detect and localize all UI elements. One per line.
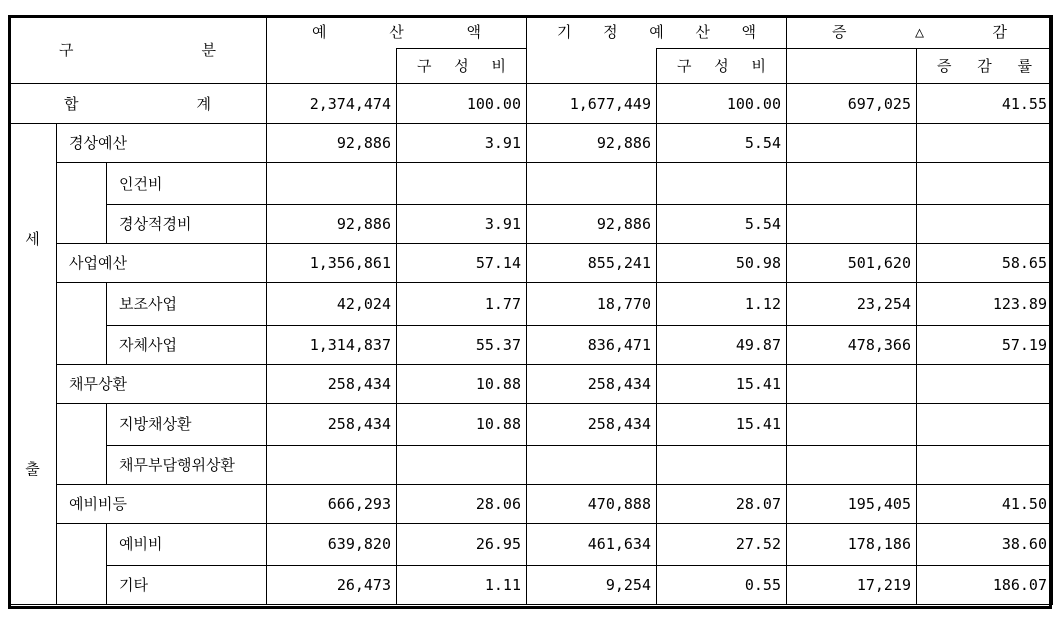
header-change-rate: 증 감 률 [917, 49, 1053, 84]
side-label: 세 출 [9, 124, 57, 605]
indent-spacer [57, 283, 107, 364]
table-row [9, 205, 1053, 244]
cell-rate: 38.60 [917, 523, 1053, 565]
cell-prev: 258,434 [527, 364, 657, 403]
table-row [9, 566, 1053, 605]
header-budget-blank [267, 49, 397, 84]
cell-prev: 461,634 [527, 523, 657, 565]
cell-budget: 639,820 [267, 523, 397, 565]
row-label: 자체사업 [107, 325, 267, 364]
cell-prev-pct: 5.54 [657, 124, 787, 163]
cell-budget-pct: 26.95 [397, 523, 527, 565]
cell-budget [267, 163, 397, 205]
table-row [9, 124, 1053, 163]
cell-prev-pct: 0.55 [657, 566, 787, 605]
cell-change: 195,405 [787, 484, 917, 523]
cell-rate: 57.19 [917, 325, 1053, 364]
cell-prev: 258,434 [527, 403, 657, 445]
cell-prev-pct: 28.07 [657, 484, 787, 523]
row-label: 기타 [107, 566, 267, 605]
row-label: 사업예산 [57, 244, 267, 283]
total-rate: 41.55 [917, 84, 1053, 124]
table-row [9, 445, 1053, 484]
cell-prev-pct: 49.87 [657, 325, 787, 364]
header-change: 증 △ 감 [787, 16, 1053, 49]
table-row [9, 163, 1053, 205]
cell-budget: 258,434 [267, 364, 397, 403]
cell-budget-pct: 3.91 [397, 124, 527, 163]
row-label: 경상예산 [57, 124, 267, 163]
table-row [9, 244, 1053, 283]
cell-change [787, 205, 917, 244]
indent-spacer [57, 523, 107, 604]
cell-change: 501,620 [787, 244, 917, 283]
cell-change [787, 163, 917, 205]
table-row [9, 364, 1053, 403]
cell-budget-pct: 10.88 [397, 403, 527, 445]
row-label: 예비비등 [57, 484, 267, 523]
total-label: 합 계 [9, 84, 267, 124]
cell-budget: 1,314,837 [267, 325, 397, 364]
cell-change: 478,366 [787, 325, 917, 364]
cell-prev: 836,471 [527, 325, 657, 364]
cell-budget-pct: 57.14 [397, 244, 527, 283]
indent-spacer [57, 403, 107, 484]
cell-rate [917, 163, 1053, 205]
cell-budget-pct [397, 163, 527, 205]
cell-prev-pct: 15.41 [657, 364, 787, 403]
cell-prev: 92,886 [527, 124, 657, 163]
cell-change: 23,254 [787, 283, 917, 325]
cell-prev-pct: 50.98 [657, 244, 787, 283]
row-label: 지방채상환 [107, 403, 267, 445]
header-prev-blank [527, 49, 657, 84]
row-label: 보조사업 [107, 283, 267, 325]
header-budget: 예 산 액 [267, 16, 527, 49]
cell-change: 178,186 [787, 523, 917, 565]
cell-prev-pct: 27.52 [657, 523, 787, 565]
cell-budget-pct: 1.11 [397, 566, 527, 605]
cell-prev: 9,254 [527, 566, 657, 605]
cell-budget-pct: 10.88 [397, 364, 527, 403]
cell-budget-pct: 55.37 [397, 325, 527, 364]
cell-budget: 92,886 [267, 205, 397, 244]
table-row [9, 484, 1053, 523]
total-prev-pct: 100.00 [657, 84, 787, 124]
total-change: 697,025 [787, 84, 917, 124]
cell-prev: 18,770 [527, 283, 657, 325]
cell-budget: 666,293 [267, 484, 397, 523]
budget-table [8, 15, 1053, 605]
cell-prev-pct: 1.12 [657, 283, 787, 325]
cell-rate: 186.07 [917, 566, 1053, 605]
cell-prev-pct: 15.41 [657, 403, 787, 445]
header-prev-composition: 구 성 비 [657, 49, 787, 84]
total-budget: 2,374,474 [267, 84, 397, 124]
cell-prev-pct: 5.54 [657, 205, 787, 244]
row-label: 예비비 [107, 523, 267, 565]
cell-prev [527, 445, 657, 484]
header-category: 구 분 [9, 16, 267, 84]
cell-budget [267, 445, 397, 484]
table-row [9, 403, 1053, 445]
cell-rate [917, 364, 1053, 403]
cell-rate [917, 403, 1053, 445]
cell-budget: 26,473 [267, 566, 397, 605]
cell-change [787, 364, 917, 403]
cell-change [787, 445, 917, 484]
row-label: 경상적경비 [107, 205, 267, 244]
cell-budget: 258,434 [267, 403, 397, 445]
cell-prev: 855,241 [527, 244, 657, 283]
cell-rate: 123.89 [917, 283, 1053, 325]
cell-rate [917, 205, 1053, 244]
cell-prev [527, 163, 657, 205]
cell-budget-pct [397, 445, 527, 484]
total-prev: 1,677,449 [527, 84, 657, 124]
row-label: 채무상환 [57, 364, 267, 403]
cell-budget-pct: 1.77 [397, 283, 527, 325]
cell-budget: 1,356,861 [267, 244, 397, 283]
header-change-blank [787, 49, 917, 84]
cell-rate [917, 445, 1053, 484]
cell-rate [917, 124, 1053, 163]
cell-prev-pct [657, 163, 787, 205]
header-prev-budget: 기 정 예 산 액 [527, 16, 787, 49]
cell-rate: 41.50 [917, 484, 1053, 523]
cell-change: 17,219 [787, 566, 917, 605]
table-row [9, 523, 1053, 565]
header-budget-composition: 구 성 비 [397, 49, 527, 84]
cell-prev-pct [657, 445, 787, 484]
cell-budget-pct: 28.06 [397, 484, 527, 523]
cell-prev: 92,886 [527, 205, 657, 244]
table-row [9, 283, 1053, 325]
table-row [9, 325, 1053, 364]
cell-rate: 58.65 [917, 244, 1053, 283]
row-label: 채무부담행위상환 [107, 445, 267, 484]
cell-prev: 470,888 [527, 484, 657, 523]
cell-budget: 92,886 [267, 124, 397, 163]
cell-budget-pct: 3.91 [397, 205, 527, 244]
cell-change [787, 403, 917, 445]
indent-spacer [57, 163, 107, 244]
total-budget-pct: 100.00 [397, 84, 527, 124]
cell-change [787, 124, 917, 163]
row-label: 인건비 [107, 163, 267, 205]
cell-budget: 42,024 [267, 283, 397, 325]
